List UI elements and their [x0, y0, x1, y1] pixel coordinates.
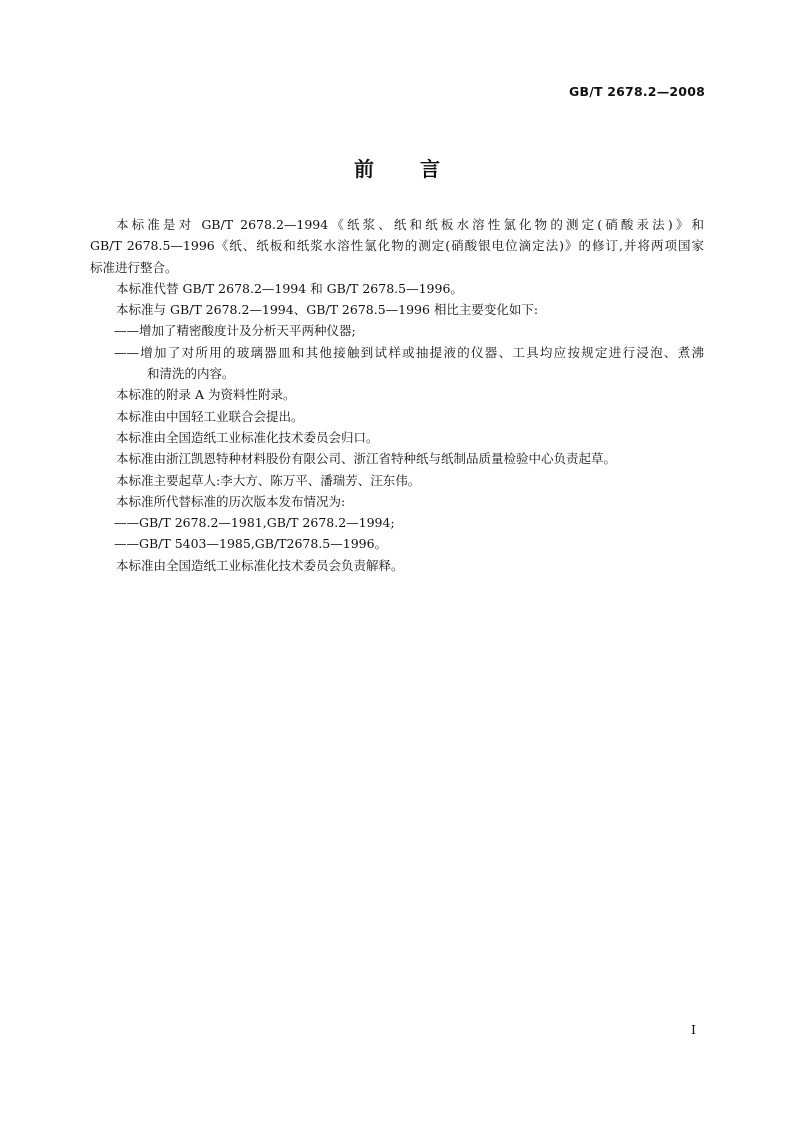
- paragraph-drafter-org: 本标准由浙江凯恩特种材料股份有限公司、浙江省特种纸与纸制品质量检验中心负责起草。: [116, 451, 617, 467]
- paragraph-proposer: 本标准由中国轻工业联合会提出。: [116, 408, 304, 424]
- history-item: ——GB/T 2678.2—1981,GB/T 2678.2—1994;: [114, 515, 395, 531]
- paragraph-line: 标准进行整合。: [90, 259, 178, 275]
- page-number: I: [691, 1022, 696, 1037]
- paragraph-history-intro: 本标准所代替标准的历次版本发布情况为:: [116, 493, 346, 509]
- change-item-line: 和清洗的内容。: [147, 366, 235, 382]
- paragraph-appendix: 本标准的附录 A 为资料性附录。: [116, 387, 296, 403]
- paragraph-replaces: 本标准代替 GB/T 2678.2—1994 和 GB/T 2678.5—1996。: [116, 280, 463, 296]
- paragraph-committee: 本标准由全国造纸工业标准化技术委员会归口。: [116, 429, 379, 445]
- history-item: ——GB/T 5403—1985,GB/T2678.5—1996。: [114, 536, 388, 552]
- paragraph-revision-intro: [90, 214, 704, 278]
- paragraph-changes-intro: 本标准与 GB/T 2678.2—1994、GB/T 2678.5—1996 相比主要变化如下:: [116, 302, 539, 318]
- paragraph-line: GB/T 2678.5—1996《纸、纸板和纸浆水溶性氯化物的测定(硝酸银电位滴定法)》的修订,并将两项国家: [90, 238, 704, 254]
- change-item: ——增加了精密酸度计及分析天平两种仪器;: [114, 323, 356, 339]
- page-title: 前言: [354, 157, 486, 181]
- paragraph-drafters: 本标准主要起草人:李大方、陈万平、潘瑞芳、汪东伟。: [116, 472, 421, 488]
- paragraph-interpretation: 本标准由全国造纸工业标准化技术委员会负责解释。: [116, 557, 404, 573]
- paragraph-line: 本标准是对 GB/T 2678.2—1994《纸浆、纸和纸板水溶性氯化物的测定(硝酸汞法)》和: [116, 217, 704, 232]
- standard-code-header: GB/T 2678.2—2008: [569, 84, 705, 99]
- change-item-line: ——增加了对所用的玻璃器皿和其他接触到试样或抽提液的仪器、工具均应按规定进行浸泡、煮沸: [114, 344, 704, 360]
- change-item: [114, 342, 704, 385]
- document-body: [90, 214, 704, 576]
